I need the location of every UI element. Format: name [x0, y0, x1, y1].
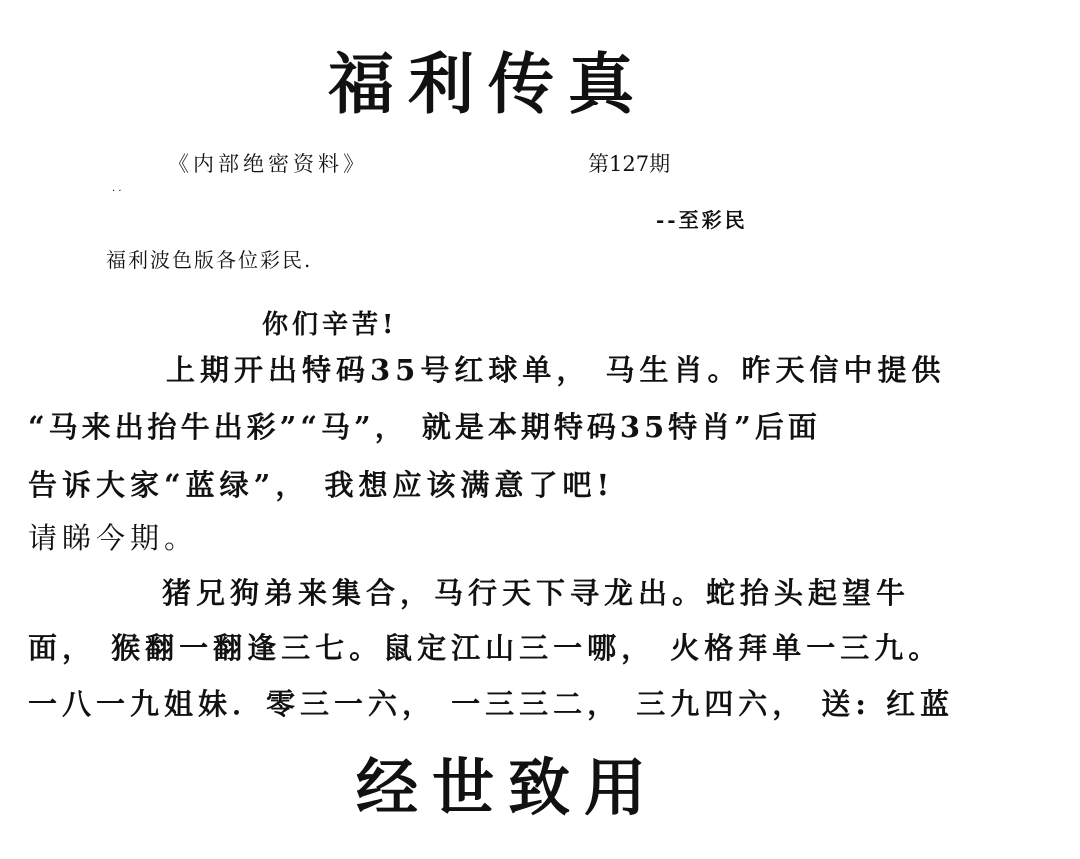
recipient-line: --至彩民	[656, 208, 748, 232]
document-title: 福利传真	[328, 45, 648, 123]
salutation: 福利波色版各位彩民.	[106, 248, 313, 272]
body-line-7: 一八一九姐妹．零三一六， 一三三二， 三九四六， 送: 红蓝	[28, 687, 955, 721]
source-label: 《内部绝密资料》	[168, 152, 368, 176]
body-line-3: 告诉大家“蓝绿”， 我想应该满意了吧!	[28, 468, 615, 502]
body-line-5: 猪兄狗弟来集合，马行天下寻龙出。蛇抬头起望牛	[162, 576, 911, 610]
body-line-1: 上期开出特码35号红球单， 马生肖。昨天信中提供	[166, 353, 946, 387]
body-line-6: 面， 猴翻一翻逢三七。鼠定江山三一哪， 火格拜单一三九。	[28, 631, 943, 665]
body-line-2: “马来出抬牛出彩”“马”， 就是本期特码35特肖”后面	[28, 410, 821, 444]
stray-marks: · ·	[112, 186, 122, 197]
body-line-4: 请睇今期。	[28, 521, 199, 555]
footer-motto: 经世致用	[356, 751, 661, 824]
greeting: 你们辛苦!	[262, 310, 398, 340]
issue-number: 第127期	[588, 152, 671, 176]
